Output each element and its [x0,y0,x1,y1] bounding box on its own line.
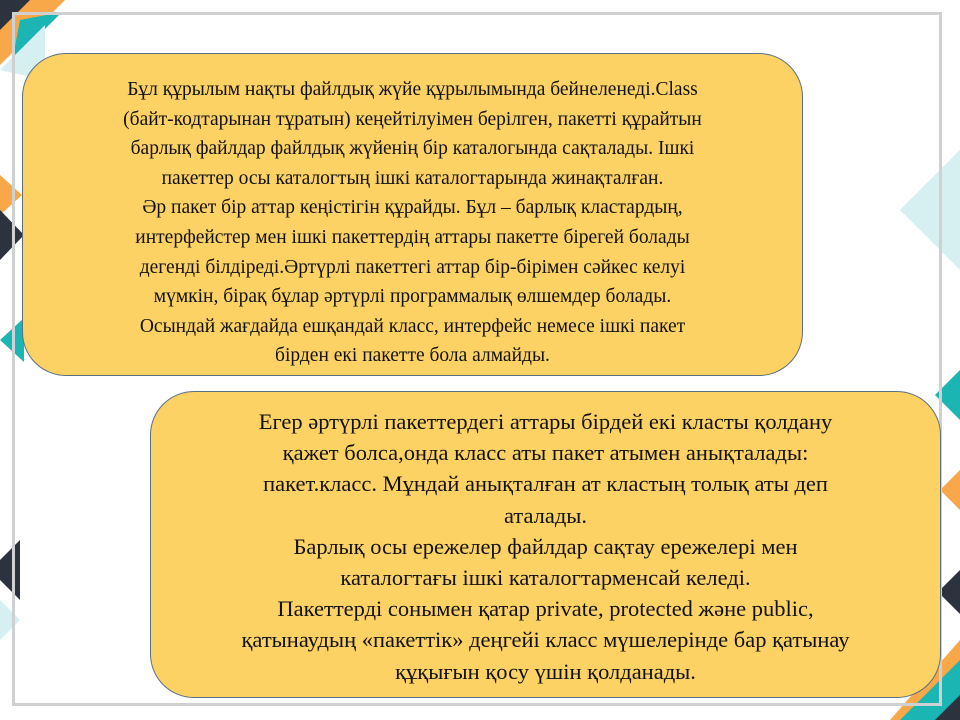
paragraph-line: қатынаудың «пакеттік» деңгейі класс мүшелерінде бар қатынау [241,627,850,653]
paragraph-line: аталады. [503,502,588,528]
paragraph-line: бірден екі пакетте бола алмайды. [275,345,550,367]
paragraph-line: құқығын қосу үшін қолданады. [395,658,696,684]
paragraph-line: Барлық осы ережелер файлдар сақтау ережелері мен [293,533,798,559]
paragraph-line: интерфейстер мен ішкі пакеттердің аттары пакетте бірегей болады [135,226,690,248]
paragraph-line: мүмкін, бірақ бұлар әртүрлі программалық өлшемдер болады. [153,286,672,308]
paragraph-line: Осындай жағдайда ешқандай класс, интерфейс немесе ішкі пакет [139,315,686,337]
deco-right-orange [940,470,960,510]
paragraph-line: Бұл құрылым нақты файлдық жүйе құрылымында бейнеленеді.Class [127,79,698,100]
paragraph-line: пакеттер осы каталогтың ішкі каталогтарында жинақталған. [161,167,664,189]
paragraph-line: Пакеттерді сонымен қатар private, protected және public, [277,596,814,622]
paragraph-line: Егер әртүрлі пакеттердегі аттары бірдей екі класты қолдану [258,409,833,434]
paragraph-line: қажет болса,онда класс аты пакет атымен анықталады: [282,440,809,466]
paragraph-line: Әр пакет бір аттар кеңістігін құрайды. Бұл – барлық кластардың, [142,197,683,219]
paragraph-line: пакет.класс. Мұндай анықталған ат кластың толық аты деп [263,471,828,497]
text-box-package-structure [22,53,803,376]
paragraph-line: барлық файлдар файлдық жүйенің бір каталогында сақталады. Ішкі [130,138,695,160]
paragraph-line: каталогтағы ішкі каталогтарменсай келеді. [340,565,751,591]
paragraph-line: дегенді білдіреді.Әртүрлі пакеттегі аттар бір-бірімен сәйкес келуі [139,256,686,278]
text-box-qualified-names [150,391,941,698]
paragraph-line: (байт-кодтарынан тұратын) кеңейтілуімен берілген, пакетті құрайтын [123,108,702,130]
